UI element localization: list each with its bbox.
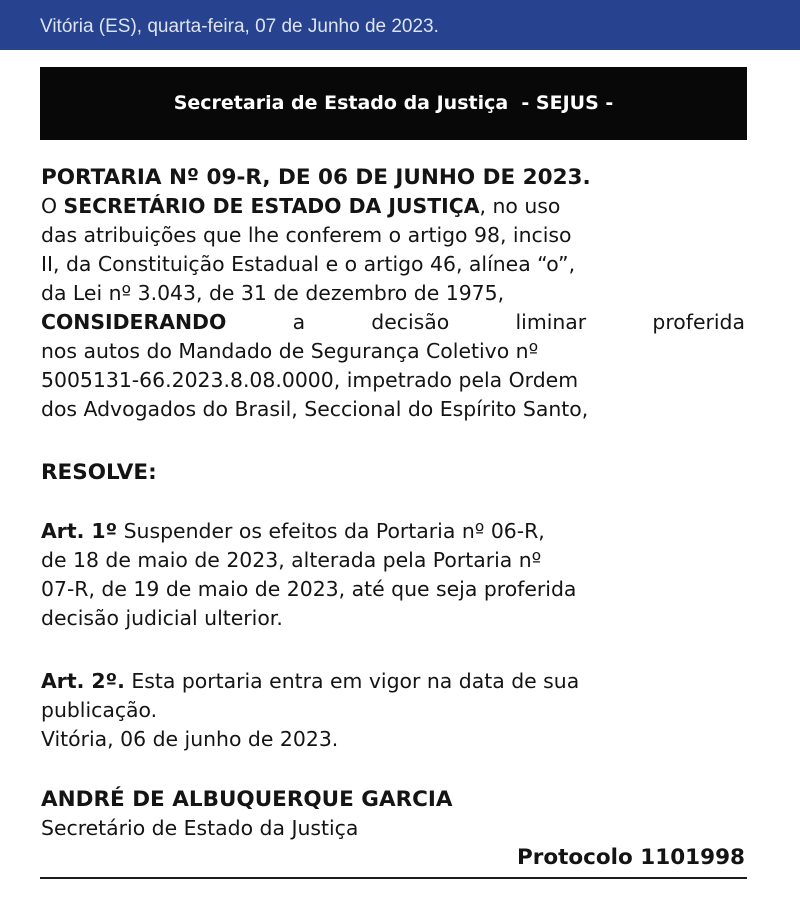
- considerando-text: a decisão liminar proferida: [226, 310, 745, 334]
- signature-block: [41, 785, 745, 872]
- section-banner: [40, 67, 747, 140]
- secretary-title: SECRETÁRIO DE ESTADO DA JUSTIÇA: [63, 194, 480, 218]
- page-header-bar: [0, 0, 800, 50]
- signer-name: ANDRÉ DE ALBUQUERQUE GARCIA: [41, 787, 453, 812]
- considerando-line: nos autos do Mandado de Segurança Coletivo nº: [41, 339, 539, 363]
- considerando-line: [41, 308, 745, 337]
- article-1: [41, 517, 745, 633]
- protocol-number: Protocolo 1101998: [516, 845, 745, 870]
- article-1-text: Suspender os efeitos da Portaria nº 06-R,: [117, 519, 545, 543]
- bottom-divider: [40, 877, 747, 879]
- intro-suffix: , no uso: [479, 194, 561, 218]
- considerando-line: 5005131-66.2023.8.08.0000, impetrado pela Ordem: [41, 368, 579, 392]
- intro-line: das atribuições que lhe conferem o artigo 98, inciso: [41, 223, 572, 247]
- article-2: [41, 667, 745, 754]
- portaria-header-block: [41, 163, 745, 424]
- section-title: Secretaria de Estado da Justiça - SEJUS -: [173, 92, 614, 114]
- article-2-label: Art. 2º.: [41, 669, 125, 693]
- article-2-line: publicação.: [41, 698, 158, 722]
- resolve-heading: RESOLVE:: [41, 460, 157, 485]
- portaria-title: PORTARIA Nº 09-R, DE 06 DE JUNHO DE 2023.: [41, 165, 591, 190]
- intro-prefix: O: [41, 194, 64, 218]
- article-1-line: 07-R, de 19 de maio de 2023, até que seja proferida: [41, 577, 577, 601]
- place-date: Vitória, 06 de junho de 2023.: [41, 727, 339, 751]
- article-1-line: de 18 de maio de 2023, alterada pela Portaria nº: [41, 548, 542, 572]
- intro-line: [41, 192, 745, 221]
- article-2-text: Esta portaria entra em vigor na data de sua: [124, 669, 580, 693]
- article-1-label: Art. 1º: [41, 519, 118, 543]
- article-1-line: decisão judicial ulterior.: [41, 606, 283, 630]
- intro-line: II, da Constituição Estadual e o artigo 46, alínea “o”,: [41, 252, 576, 276]
- resolve-block: [41, 458, 745, 487]
- article-1-line: [41, 517, 745, 546]
- intro-line: da Lei nº 3.043, de 31 de dezembro de 1975,: [41, 281, 505, 305]
- considerando-label: CONSIDERANDO: [41, 310, 227, 334]
- article-2-line: [41, 667, 745, 696]
- considerando-line: dos Advogados do Brasil, Seccional do Espírito Santo,: [41, 397, 589, 421]
- dateline: Vitória (ES), quarta-feira, 07 de Junho de 2023.: [40, 16, 439, 37]
- signer-role: Secretário de Estado da Justiça: [41, 816, 359, 840]
